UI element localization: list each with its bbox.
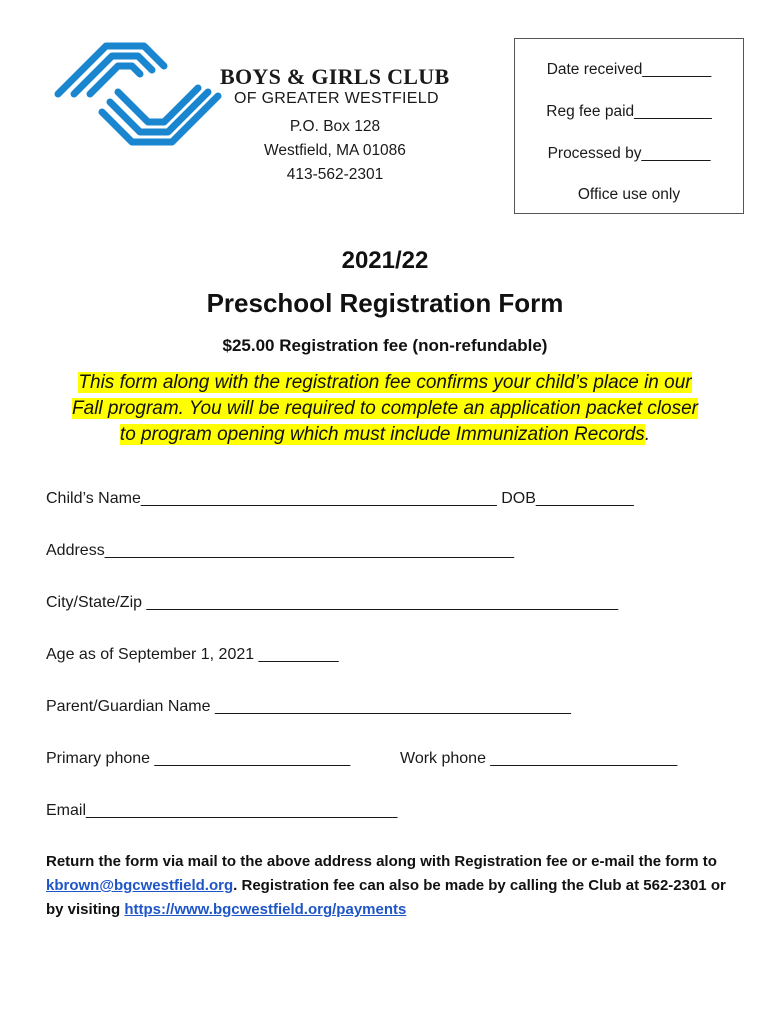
form-year: 2021/22 (341, 247, 429, 274)
office-use-box (514, 38, 744, 214)
address-po-box: P.O. Box 128 (289, 118, 381, 135)
processed-by-field[interactable]: Processed by________ (547, 145, 711, 162)
child-name-field[interactable]: Child’s Name________________________________________ DOB___________ (46, 490, 634, 507)
club-logo-icon (48, 32, 228, 152)
registration-fee: $25.00 Registration fee (non-refundable) (222, 336, 548, 355)
phone-number: 413-562-2301 (286, 166, 384, 183)
email-link[interactable]: kbrown@bgcwestfield.org (46, 877, 234, 894)
club-subtitle: OF GREATER WESTFIELD (234, 90, 439, 107)
instructions-text-2: . Registration fee can also be made by calling the Club at 562-2301 or by visiting (46, 877, 726, 918)
return-instructions (46, 850, 736, 922)
notice-line-3: to program opening which must include Immunization Records (119, 424, 645, 445)
age-field[interactable]: Age as of September 1, 2021 _________ (46, 646, 339, 663)
parent-name-field[interactable]: Parent/Guardian Name ________________________________________ (46, 698, 571, 715)
primary-phone-field[interactable]: Primary phone ______________________ (46, 750, 351, 767)
reg-fee-paid-field[interactable]: Reg fee paid_________ (546, 103, 712, 120)
instructions-text-1: Return the form via mail to the above address along with Registration fee or e-mail the form to (46, 853, 717, 870)
notice-line-3-end: . (644, 424, 651, 445)
office-use-label: Office use only (577, 186, 681, 203)
address-field[interactable]: Address______________________________________________ (46, 542, 515, 559)
notice-line-1: This form along with the registration fee confirms your child’s place in our (78, 372, 692, 393)
city-state-zip-field[interactable]: City/State/Zip _____________________________________________________ (46, 594, 619, 611)
address-city: Westfield, MA 01086 (264, 142, 406, 159)
work-phone-field[interactable]: Work phone _____________________ (400, 750, 678, 767)
date-received-field[interactable]: Date received________ (546, 61, 712, 78)
notice-line-2: Fall program. You will be required to complete an application packet closer (72, 398, 698, 419)
club-name: BOYS & GIRLS CLUB (220, 64, 450, 89)
notice-text (40, 370, 730, 448)
email-field[interactable]: Email___________________________________ (46, 802, 398, 819)
payments-link[interactable]: https://www.bgcwestfield.org/payments (124, 901, 407, 918)
form-title: Preschool Registration Form (206, 288, 564, 318)
